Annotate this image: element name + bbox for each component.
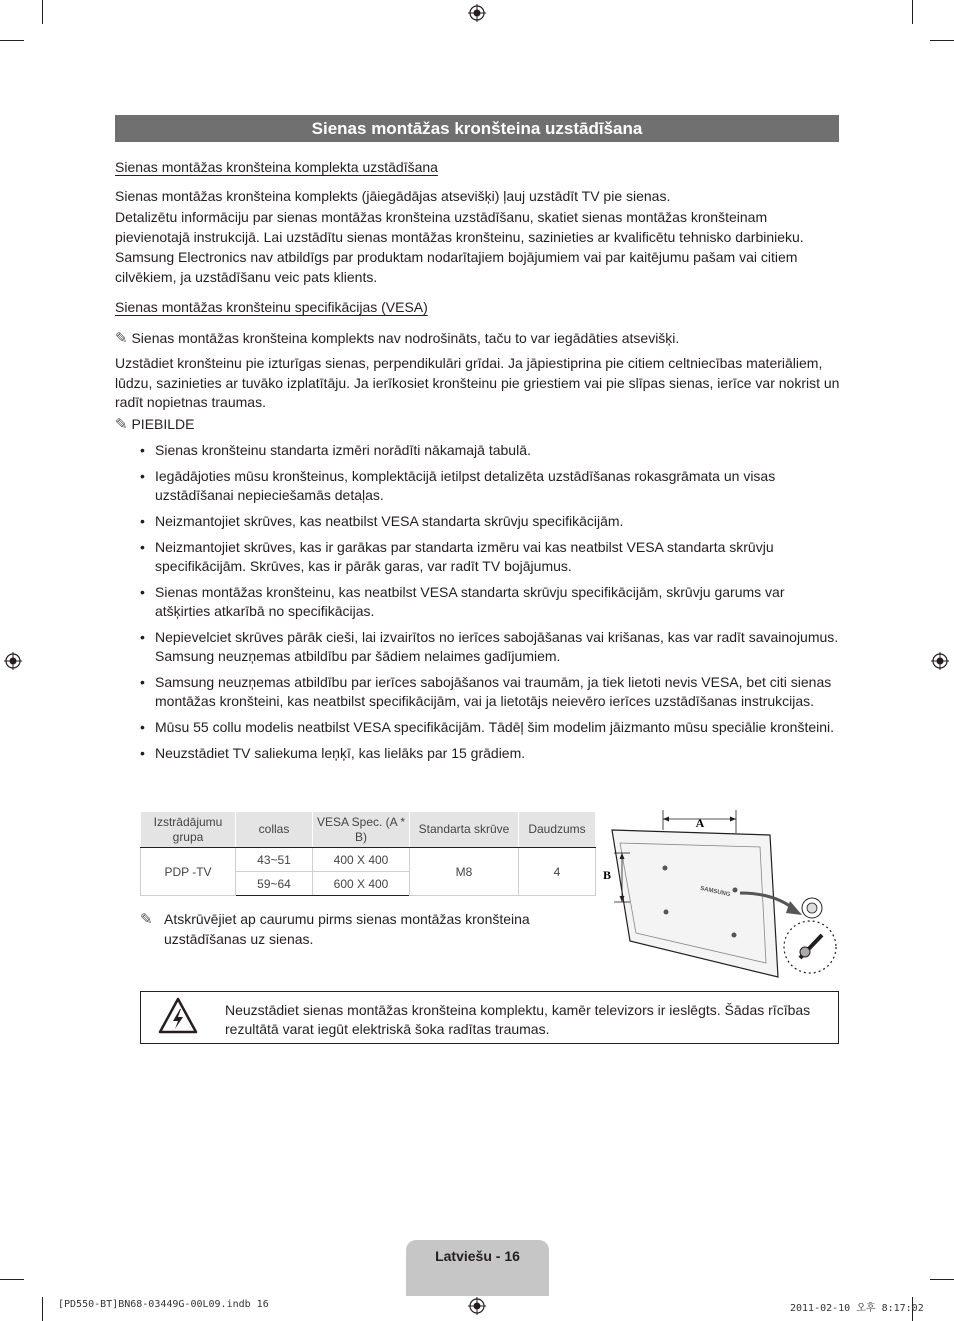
table-cell-screw: M8: [410, 848, 519, 896]
dimension-label-b: B: [603, 868, 612, 882]
pencil-note-icon: ✎: [115, 329, 128, 347]
crop-mark: [0, 1279, 24, 1280]
list-item: • Nepievelciet skrūves pārāk cieši, lai izvairītos no ierīces sabojāšanas vai krišanas, kas var radīt savainojumus. Samsung neuzņemas atbildību par šādiem nelaimes gadījumiem.: [140, 628, 840, 666]
pencil-note-icon: ✎: [140, 910, 153, 928]
list-item: • Neizmantojiet skrūves, kas ir garākas par standarta izmēru vai kas neatbilst VESA standarta skrūvju specifikācijām. Skrūves, kas ir pārāk garas, var radīt TV bojājumus.: [140, 538, 840, 576]
list-item: • Mūsu 55 collu modelis neatbilst VESA specifikācijām. Tādēļ šim modelim jāizmanto mūsu speciālie kronšteini.: [140, 718, 840, 737]
column-header: Standarta skrūve: [410, 812, 519, 848]
crop-mark: [912, 0, 913, 24]
crop-mark: [0, 40, 24, 41]
page-number-tab: [406, 1240, 549, 1296]
table-cell-group: PDP -TV: [141, 848, 236, 896]
paragraph: Detalizētu informāciju par sienas montāžas kronšteina uzstādīšanu, skatiet sienas montāžas kronšteinam pievienotajā instrukcijā. Lai uzstādītu sienas montāžas kronšteinu, sazinieties ar kvalificētu tehnisko darbinieku.: [115, 209, 804, 245]
page-title: Sienas montāžas kronšteina uzstādīšana: [311, 119, 643, 138]
table-cell-vesa: 400 X 400: [313, 848, 410, 872]
table-cell-inches: 43~51: [236, 848, 313, 872]
list-item: • Samsung neuzņemas atbildību par ierīces sabojāšanos vai traumām, ja tiek lietoti nevis VESA, bet citi sienas montāžas kronšteini, kas neatbilst specifikācijām, vai ja lietotājs neievēro ierīces uzstādīšanas instrukcijas.: [140, 673, 840, 711]
page-number: Latviešu - 16: [435, 1248, 520, 1264]
table-row: [141, 848, 596, 872]
dimension-label-a: A: [695, 816, 705, 830]
table-header-row: [141, 812, 596, 848]
note-heading: [115, 415, 845, 435]
note-label: PIEBILDE: [131, 416, 195, 432]
list-item: • Neizmantojiet skrūves, kas neatbilst VESA standarta skrūvju specifikācijām.: [140, 512, 840, 531]
registration-mark: [468, 1297, 486, 1315]
note-text: Atskrūvējiet ap caurumu pirms sienas montāžas kronšteina uzstādīšanas uz sienas.: [164, 911, 530, 947]
table-cell-qty: 4: [519, 848, 596, 896]
paragraph: Samsung Electronics nav atbildīgs par produktam nodarītajiem bojājumiem vai par kaitējumu pašam vai citiem cilvēkiem, ja uzstādīšanu veic pats klients.: [115, 249, 798, 285]
list-item: • Neuzstādiet TV saliekuma leņķī, kas lielāks par 15 grādiem.: [140, 744, 840, 763]
warning-box: [140, 991, 839, 1044]
warning-text: Neuzstādiet sienas montāžas kronšteina komplektu, kamēr televizors ir ieslēgts. Šādas rīcības rezultātā varat iegūt elektriskā šoka radītas traumas.: [225, 1002, 811, 1037]
note-text: Sienas montāžas kronšteina komplekts nav nodrošināts, taču to var iegādāties atsevišķi.: [131, 330, 680, 346]
column-header: Daudzums: [519, 812, 596, 848]
list-item: • Iegādājoties mūsu kronšteinus, komplektācijā ietilpst detalizēta uzstādīšanas rokasgrāmata un visas uzstādīšanai nepieciešamās detaļas.: [140, 467, 840, 505]
table-cell-vesa: 600 X 400: [313, 872, 410, 896]
note-line: [115, 329, 845, 349]
print-file-slug: [PD550-BT]BN68-03449G-00L09.indb 16: [58, 1299, 269, 1310]
pencil-note-icon: ✎: [115, 415, 128, 433]
column-header: collas: [236, 812, 313, 848]
crop-mark: [930, 1279, 954, 1280]
subheading-kit-installation: Sienas montāžas kronšteina komplekta uzstādīšana: [115, 159, 438, 175]
list-item: • Sienas montāžas kronšteinu, kas neatbilst VESA standarta skrūvju specifikācijām, skrūvju garums var atšķirties atkarībā no specifikācijas.: [140, 583, 840, 621]
print-date-slug: 2011-02-10 오후 8:17:02: [790, 1303, 924, 1314]
registration-mark: [4, 652, 22, 670]
registration-mark: [931, 652, 949, 670]
note-line: [140, 909, 580, 949]
notes-list: [140, 441, 840, 770]
crop-mark: [42, 1297, 43, 1321]
column-header: VESA Spec. (A * B): [313, 812, 410, 848]
paragraph: Sienas montāžas kronšteina komplekts (jāiegādājas atsevišķi) ļauj uzstādīt TV pie sienas.: [115, 188, 671, 204]
table-cell-inches: 59~64: [236, 872, 313, 896]
list-item: • Sienas kronšteinu standarta izmēri norādīti nākamajā tabulā.: [140, 441, 840, 460]
tv-back-diagram: [600, 805, 840, 980]
column-header: Izstrādājumu grupa: [141, 812, 236, 848]
brand-logo: SAMSUNG: [699, 885, 731, 899]
registration-mark: [468, 4, 486, 22]
section-title-bar: [115, 115, 839, 142]
paragraph: Uzstādiet kronšteinu pie izturīgas sienas, perpendikulāri grīdai. Ja jāpiestiprina pie citiem celtniecības materiāliem, lūdzu, sazinieties ar tuvāko izplatītāju. Ja ierīkosiet kronšteinu pie griestiem vai pie slīpas sienas, ierīce var nokrist un radīt nopietnas traumas.: [115, 355, 840, 410]
subheading-vesa-specs: Sienas montāžas kronšteinu specifikācijas (VESA): [115, 299, 428, 315]
vesa-spec-table: [140, 811, 596, 896]
electric-shock-warning-icon: [158, 996, 198, 1036]
crop-mark: [930, 40, 954, 41]
crop-mark: [42, 0, 43, 24]
